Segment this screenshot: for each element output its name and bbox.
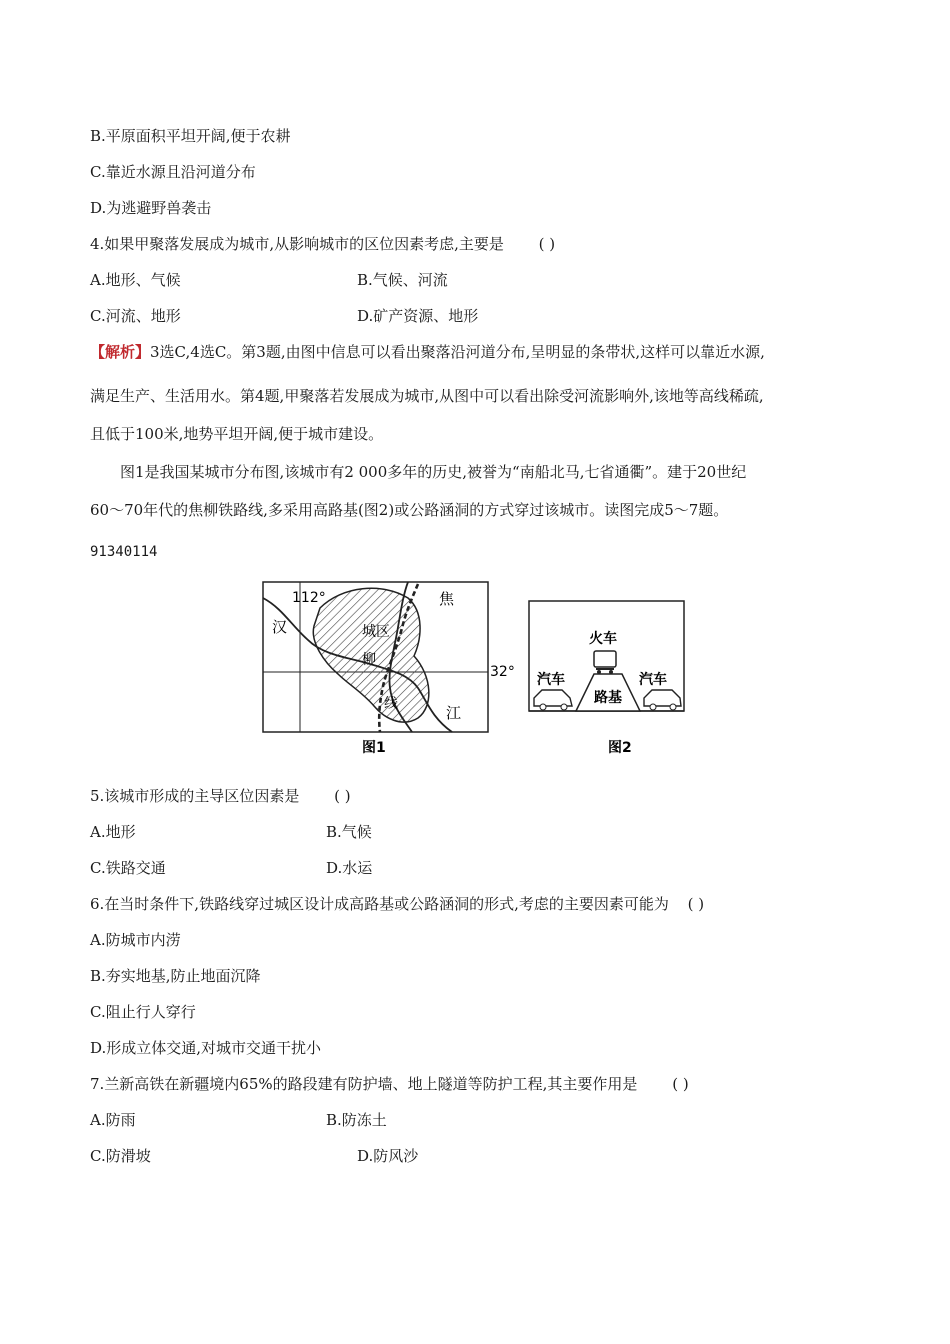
q5-option-c: C.铁路交通 xyxy=(90,859,166,877)
q6-option-d: D.形成立体交通,对城市交通干扰小 xyxy=(90,1039,322,1057)
q7-option-b: B.防冻土 xyxy=(326,1111,387,1129)
q7-option-a: A.防雨 xyxy=(90,1111,136,1129)
analysis-text-1: 3选C,4选C。第3题,由图中信息可以看出聚落沿河道分布,呈明显的条带状,这样可以靠近水源, xyxy=(150,343,765,361)
analysis-line-2: 满足生产、生活用水。第4题,甲聚落若发展成为城市,从图中可以看出除受河流影响外,该地等高线稀疏, xyxy=(90,387,764,405)
car-right-label: 汽车 xyxy=(639,672,667,688)
intro-line-2: 60～70年代的焦柳铁路线,多采用高路基(图2)或公路涵洞的方式穿过该城市。读图完成5～7题。 xyxy=(90,501,729,519)
intro-line-1: 图1是我国某城市分布图,该城市有2 000多年的历史,被誉为“南船北马,七省通衢”。建于20世纪 xyxy=(120,463,747,481)
q4-stem xyxy=(90,234,555,254)
q3-option-c: C.靠近水源且沿河道分布 xyxy=(90,163,256,181)
q5-stem-text: 5.该城市形成的主导区位因素是 xyxy=(90,787,300,805)
q5-answer-blank: ( ) xyxy=(334,787,351,805)
q7-answer-blank: ( ) xyxy=(672,1075,689,1093)
q4-option-a: A.地形、气候 xyxy=(90,271,181,289)
q4-option-d: D.矿产资源、地形 xyxy=(357,307,479,325)
jiao-label: 焦 xyxy=(439,590,455,608)
car-left-label: 汽车 xyxy=(537,672,565,688)
longitude-label: 112° xyxy=(292,590,326,606)
q7-option-c: C.防滑坡 xyxy=(90,1147,151,1165)
figure1-caption: 图1 xyxy=(362,740,386,756)
question-code: 91340114 xyxy=(90,544,158,560)
q5-option-a: A.地形 xyxy=(90,823,136,841)
train-label: 火车 xyxy=(589,631,617,647)
q5-stem xyxy=(90,786,351,806)
q6-option-c: C.阻止行人穿行 xyxy=(90,1003,196,1021)
figure-svg xyxy=(262,578,692,758)
figure2-caption: 图2 xyxy=(608,740,632,756)
q4-option-b: B.气候、河流 xyxy=(357,271,448,289)
chengqu-label: 城区 xyxy=(362,624,390,640)
q7-stem-text: 7.兰新高铁在新疆境内65%的路段建有防护墙、地上隧道等防护工程,其主要作用是 xyxy=(90,1075,638,1093)
analysis-line-1 xyxy=(90,342,765,362)
xian-label: 线 xyxy=(384,696,398,712)
liu-label: 柳 xyxy=(362,652,376,668)
q7-stem xyxy=(90,1074,689,1094)
q6-answer-blank: ( ) xyxy=(687,895,705,913)
q6-stem-text: 6.在当时条件下,铁路线穿过城区设计成高路基或公路涵洞的形式,考虑的主要因素可能为 xyxy=(90,895,669,913)
q5-option-b: B.气候 xyxy=(326,823,372,841)
jiang-label: 江 xyxy=(446,704,462,722)
q6-stem xyxy=(90,894,704,914)
train-icon xyxy=(594,651,616,667)
q3-option-d: D.为逃避野兽袭击 xyxy=(90,199,212,217)
q4-option-c: C.河流、地形 xyxy=(90,307,181,325)
q3-option-b: B.平原面积平坦开阔,便于农耕 xyxy=(90,127,291,145)
q7-option-d: D.防风沙 xyxy=(357,1147,419,1165)
analysis-line-3: 且低于100米,地势平坦开阔,便于城市建设。 xyxy=(90,425,384,443)
q5-option-d: D.水运 xyxy=(326,859,373,877)
roadbed-label: 路基 xyxy=(594,690,622,706)
q6-option-b: B.夯实地基,防止地面沉降 xyxy=(90,967,261,985)
q4-answer-blank: ( ) xyxy=(538,235,556,253)
latitude-label: 32° xyxy=(490,664,515,680)
figures xyxy=(262,578,692,762)
q4-stem-text: 4.如果甲聚落发展成为城市,从影响城市的区位因素考虑,主要是 xyxy=(90,235,504,253)
q6-option-a: A.防城市内涝 xyxy=(90,931,181,949)
han-label: 汉 xyxy=(272,618,288,636)
analysis-tag: 【解析】 xyxy=(90,343,151,361)
